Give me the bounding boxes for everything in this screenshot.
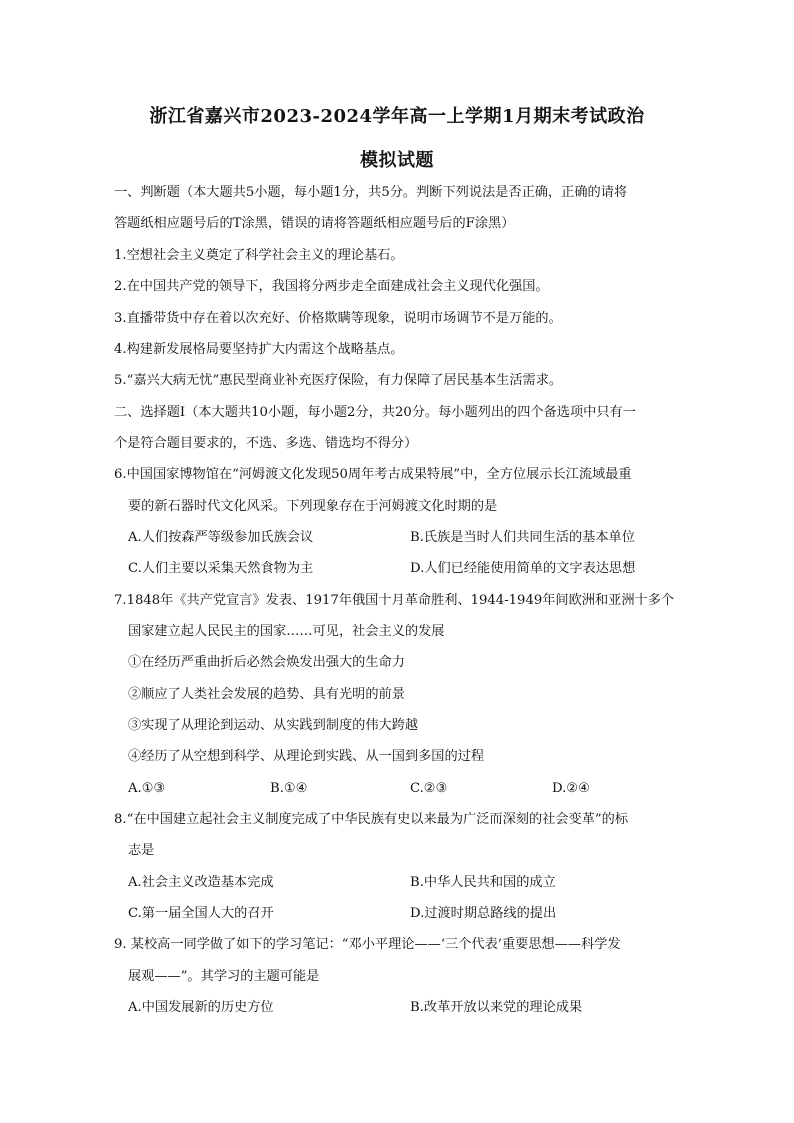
q7-statement-2: ②顺应了人类社会发展的趋势、具有光明的前景 bbox=[128, 687, 405, 702]
q9-stem-cont: 展观——”。其学习的主题可能是 bbox=[128, 969, 320, 984]
tf-item-1: 1.空想社会主义奠定了科学社会主义的理论基石。 bbox=[114, 248, 404, 263]
tf-item-5: 5.“嘉兴大病无忧”惠民型商业补充医疗保险，有力保障了居民基本生活需求。 bbox=[114, 373, 563, 388]
section1-header: 一、判断题（本大题共5小题，每小题1分，共5分。判断下列说法是否正确，正确的请将 bbox=[114, 185, 628, 200]
page-subtitle: 模拟试题 bbox=[360, 150, 434, 171]
q7-statement-3: ③实现了从理论到运动、从实践到制度的伟大跨越 bbox=[128, 718, 419, 733]
q7-stem: 7.1848年《共产党宣言》发表、1917年俄国十月革命胜利、1944-1949年间欧洲和亚洲十多个 bbox=[114, 593, 675, 608]
q8-option-a: A.社会主义改造基本完成 bbox=[128, 875, 274, 890]
q9-option-b: B.改革开放以来党的理论成果 bbox=[410, 1000, 583, 1015]
tf-item-2: 2.在中国共产党的领导下，我国将分两步走全面建成社会主义现代化强国。 bbox=[114, 279, 549, 294]
q6-stem: 6.中国国家博物馆在“河姆渡文化发现50周年考古成果特展”中，全方位展示长江流域最重 bbox=[114, 467, 632, 482]
q7-option-b: B.①④ bbox=[270, 781, 308, 796]
q8-stem-cont: 志是 bbox=[128, 843, 155, 858]
q7-statement-1: ①在经历严重曲折后必然会焕发出强大的生命力 bbox=[128, 655, 405, 670]
q7-option-c: C.②③ bbox=[410, 781, 448, 796]
q9-stem: 9. 某校高一同学做了如下的学习笔记：“邓小平理论——‘三个代表’重要思想——科学发 bbox=[114, 937, 621, 952]
q7-statement-4: ④经历了从空想到科学、从理论到实践、从一国到多国的过程 bbox=[128, 749, 485, 764]
q6-option-b: B.氏族是当时人们共同生活的基本单位 bbox=[410, 530, 635, 545]
q7-stem-cont: 国家建立起人民民主的国家……可见，社会主义的发展 bbox=[128, 624, 445, 639]
q7-option-a: A.①③ bbox=[128, 781, 166, 796]
section1-header-cont: 答题纸相应题号后的T涂黑，错误的请将答题纸相应题号后的F涂黑） bbox=[114, 216, 515, 231]
section2-header-cont: 个是符合题目要求的，不选、多选、错选均不得分） bbox=[114, 436, 418, 451]
q8-option-b: B.中华人民共和国的成立 bbox=[410, 875, 556, 890]
q6-option-c: C.人们主要以采集天然食物为主 bbox=[128, 561, 314, 576]
tf-item-3: 3.直播带货中存在着以次充好、价格欺瞒等现象，说明市场调节不是万能的。 bbox=[114, 311, 562, 326]
q6-stem-cont: 要的新石器时代文化风采。下列现象存在于河姆渡文化时期的是 bbox=[128, 499, 498, 514]
q8-stem: 8.“在中国建立起社会主义制度完成了中华民族有史以来最为广泛而深刻的社会变革”的标 bbox=[114, 812, 628, 827]
q8-option-c: C.第一届全国人大的召开 bbox=[128, 906, 274, 921]
q6-option-d: D.人们已经能使用简单的文字表达思想 bbox=[410, 561, 636, 576]
q6-option-a: A.人们按森严等级参加氏族会议 bbox=[128, 530, 314, 545]
q8-option-d: D.过渡时期总路线的提出 bbox=[410, 906, 557, 921]
q7-option-d: D.②④ bbox=[552, 781, 590, 796]
q9-option-a: A.中国发展新的历史方位 bbox=[128, 1000, 274, 1015]
section2-header: 二、选择题Ⅰ（本大题共10小题，每小题2分，共20分。每小题列出的四个备选项中只有一 bbox=[114, 405, 636, 420]
page-title: 浙江省嘉兴市2023-2024学年高一上学期1月期末考试政治 bbox=[149, 106, 645, 127]
tf-item-4: 4.构建新发展格局要坚持扩大内需这个战略基点。 bbox=[114, 342, 404, 357]
